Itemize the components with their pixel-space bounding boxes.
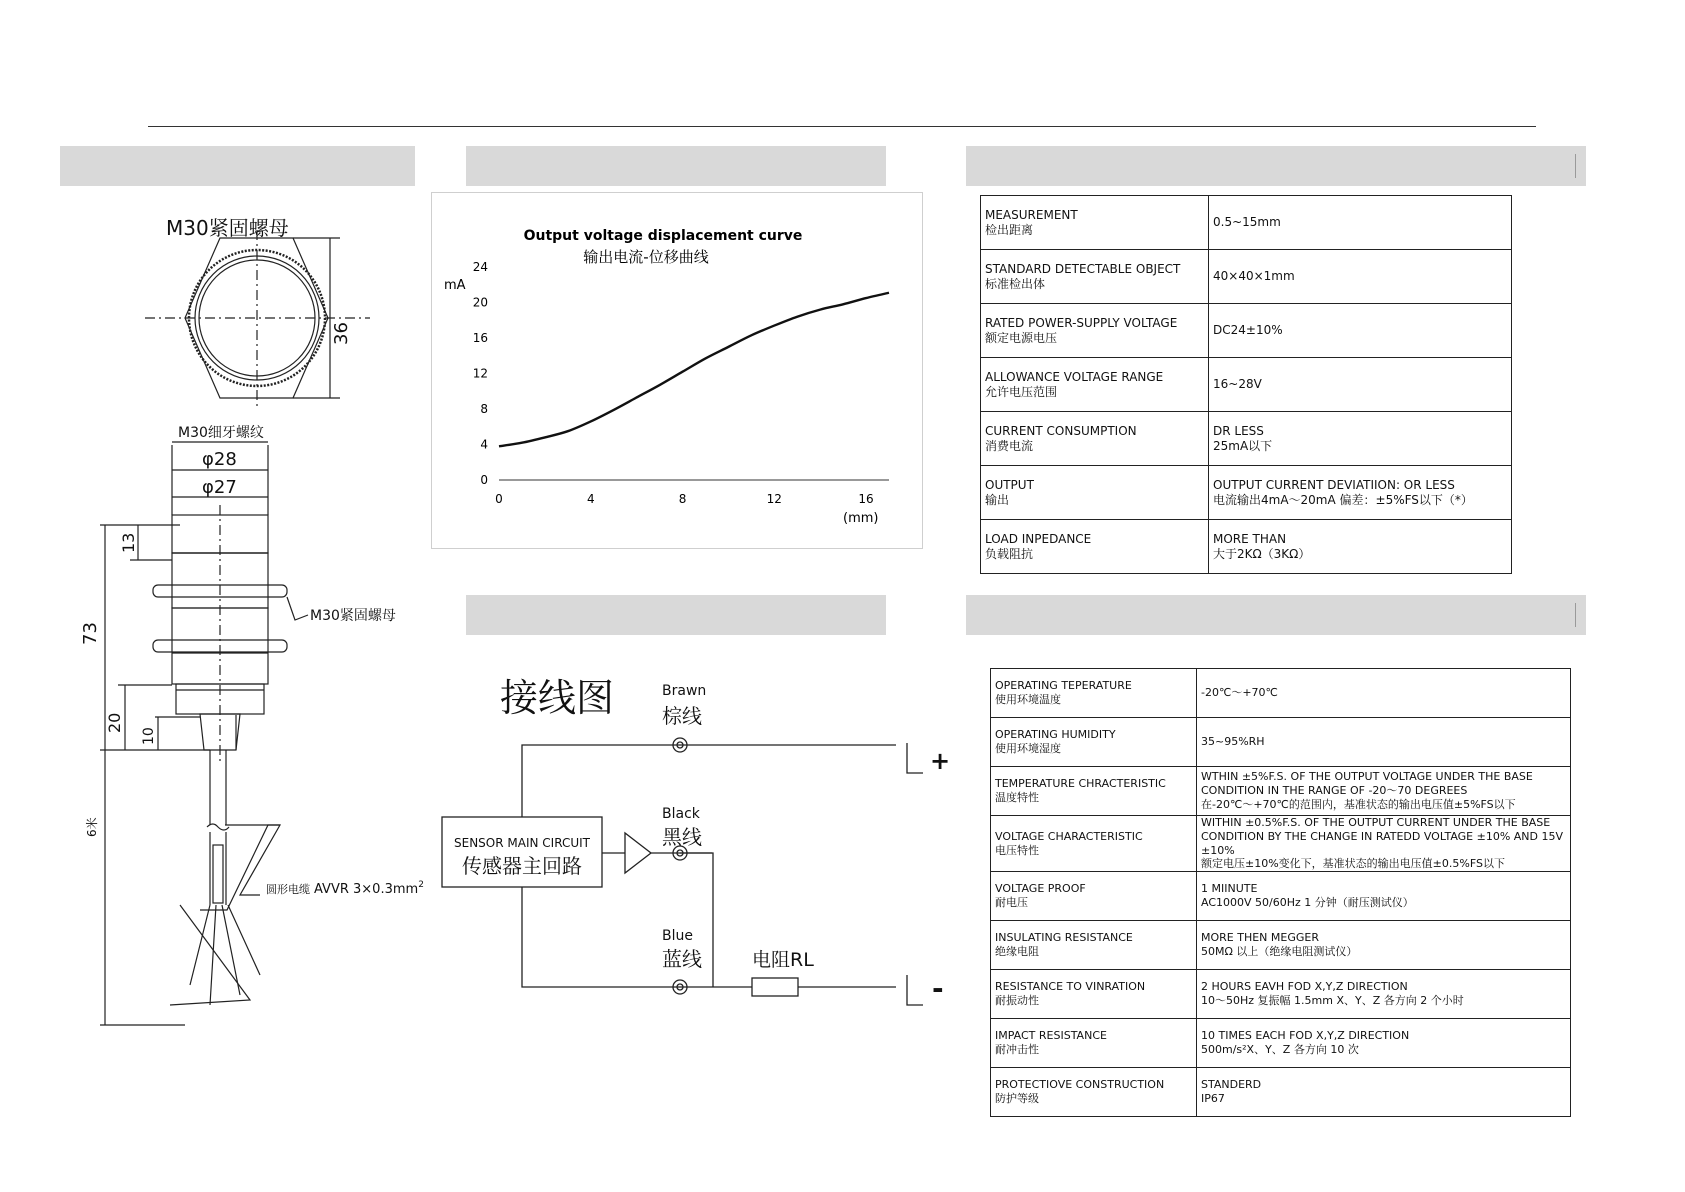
brown-wire-cn: 棕线 [662,704,702,728]
section-bar-environment [966,595,1586,635]
top-rule [148,126,1536,127]
circuit-label-cn: 传感器主回路 [462,854,582,878]
label-nut: M30紧固螺母 [310,608,396,624]
y-tick-label: 0 [480,473,488,487]
x-axis-label: (mm) [843,511,879,526]
brown-wire-en: Brawn [662,683,707,699]
table-row: MEASUREMENT 检出距离 0.5~15mm [981,196,1512,250]
chart-title: Output voltage displacement curve [523,228,803,244]
x-tick-label: 12 [766,492,782,506]
dim-dia-27: φ27 [202,477,237,498]
label-thread: M30细牙螺纹 [178,425,264,441]
dim-cable-length: 6米 [85,817,99,837]
table-row: INSULATING RESISTANCE 绝缘电阻 MORE THEN MEGGER 50MΩ 以上（绝缘电阻测试仪） [991,921,1571,970]
series-line [499,293,889,447]
resistor-label: 电阻RL [752,949,814,971]
section-bar-curve [466,146,886,186]
table-row: TEMPERATURE CHRACTERISTIC 温度特性 WTHIN ±5%F.S. OF THE OUTPUT VOLTAGE UNDER THE BASE CONDITION IN THE RANGE OF -20～70 DEGREES 在-20℃～+70℃的范围内，基准状态的输出电压值±5%FS以下 [991,767,1571,816]
black-wire-cn: 黑线 [662,825,702,849]
y-tick-label: 4 [480,437,488,452]
x-tick-label: 4 [586,492,595,506]
table-row: RATED POWER-SUPPLY VOLTAGE 额定电源电压 DC24±10% [981,304,1512,358]
table-row: RESISTANCE TO VINRATION 耐振动性 2 HOURS EAVH FOD X,Y,Z DIRECTION 10～50Hz 复振幅 1.5mm X、Y、Z 各方向 2 个小时 [991,970,1571,1019]
circuit-label-en: SENSOR MAIN CIRCUIT [454,836,590,850]
electrical-spec-table [980,195,1512,574]
cable-spec: AVVR 3×0.3mm [314,882,419,897]
cable-spec-sup: 2 [418,880,424,890]
table-row: VOLTAGE CHARACTERISTIC 电压特性 WITHIN ±0.5%F.S. OF THE OUTPUT CURRENT UNDER THE BASE CONDITION BY THE CHANGE IN RATEDD VOLTAGE ±10% AND 15V ±10% 额定电压±10%变化下，基准状态的输出电压值±0.5%FS以下 [991,816,1571,872]
table-row: VOLTAGE PROOF 耐电压 1 MIINUTE AC1000V 50/60Hz 1 分钟（耐压测试仪） [991,872,1571,921]
table-row: OPERATING TEPERATURE 使用环境温度 -20℃～+70℃ [991,669,1571,718]
table-row: CURRENT CONSUMPTION 消费电流 DR LESS 25mA以下 [981,412,1512,466]
dim-73: 73 [80,622,101,645]
x-tick-label: 16 [858,492,874,506]
dim-36: 36 [331,322,352,345]
environment-spec-table [990,668,1571,1117]
y-axis-label: mA [444,278,466,293]
blue-wire-en: Blue [662,928,693,944]
table-row: ALLOWANCE VOLTAGE RANGE 允许电压范围 16~28V [981,358,1512,412]
section-bar-dimensions [60,146,415,186]
y-tick-label: 20 [472,295,488,310]
wiring-title: 接线图 [500,676,615,720]
dim-13: 13 [119,532,138,553]
dim-dia-28: φ28 [202,449,237,470]
terminal-plus: + [930,747,951,775]
label-hex-nut: M30紧固螺母 [166,216,289,240]
table-row: STANDARD DETECTABLE OBJECT 标准检出体 40×40×1mm [981,250,1512,304]
wiring-diagram [436,655,956,1025]
y-tick-label: 16 [472,331,488,345]
table-row: LOAD INPEDANCE 负载阻抗 MORE THAN 大于2KΩ（3KΩ） [981,520,1512,574]
black-wire-en: Black [662,806,700,822]
y-tick-label: 12 [472,366,488,381]
blue-wire-cn: 蓝线 [662,947,702,971]
svg-text:圆形电缆AVVR 3×0.3mm2 [266,880,424,897]
cable-label: 圆形电缆 [266,883,310,896]
table-row: PROTECTIOVE CONSTRUCTION 防护等级 STANDERD IP67 [991,1068,1571,1117]
y-tick-label: 8 [480,402,488,416]
curve-chart [431,192,921,547]
terminal-minus: - [932,972,944,1005]
section-bar-specs [966,146,1586,186]
y-tick-label: 24 [472,260,488,274]
x-tick-label: 0 [495,492,503,506]
x-tick-label: 8 [678,492,687,506]
dim-10: 10 [141,727,157,745]
table-row: IMPACT RESISTANCE 耐冲击性 10 TIMES EACH FOD X,Y,Z DIRECTION 500m/s²X、Y、Z 各方向 10 次 [991,1019,1571,1068]
dimension-drawing [60,205,435,1035]
chart-subtitle: 输出电流-位移曲线 [583,248,709,266]
dim-20: 20 [105,712,124,733]
table-row: OUTPUT 输出 OUTPUT CURRENT DEVIATIION: OR LESS 电流输出4mA～20mA 偏差：±5%FS以下（*） [981,466,1512,520]
table-row: OPERATING HUMIDITY 使用环境湿度 35~95%RH [991,718,1571,767]
section-bar-wiring [466,595,886,635]
